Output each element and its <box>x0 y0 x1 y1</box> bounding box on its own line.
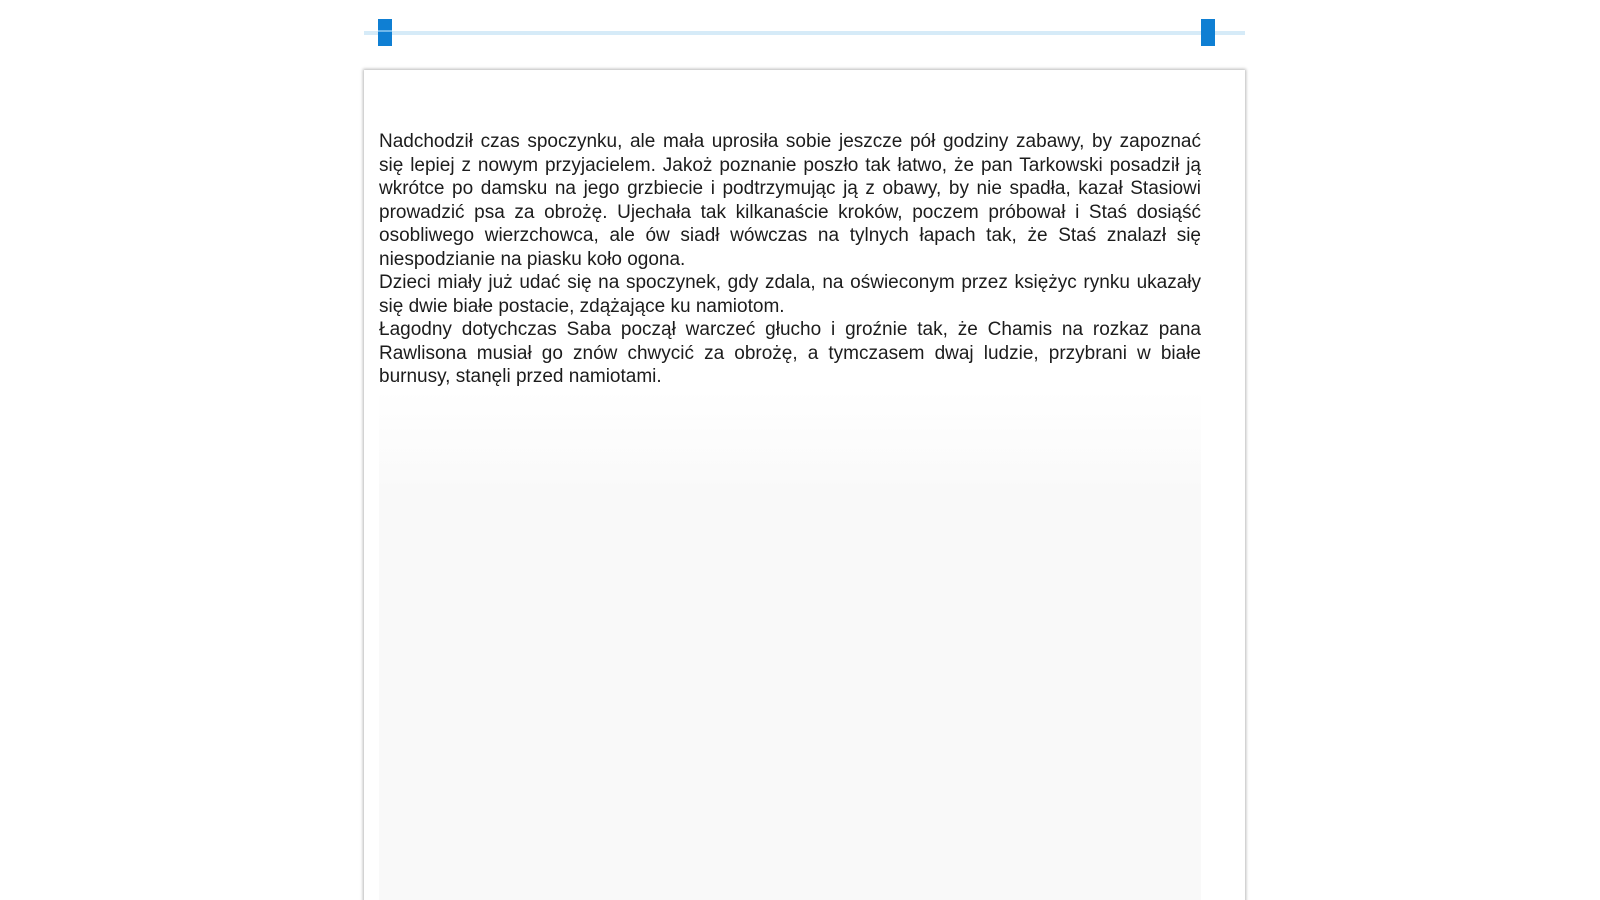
handle-grip-icon <box>378 30 392 32</box>
paragraph-3[interactable]: Łagodny dotychczas Saba począł warczeć głucho i groźnie tak, że Chamis na rozkaz pana Rawlisona musiał go znów chwycić za obrożę, a tymczasem dwaj ludzie, przybrani w białe burnusy, stanęli przed namiotami. <box>379 319 1201 387</box>
left-margin-handle[interactable] <box>378 19 392 46</box>
document-page <box>364 70 1245 900</box>
right-margin-handle[interactable] <box>1201 19 1215 46</box>
paragraph-1[interactable]: Nadchodził czas spoczynku, ale mała uprosiła sobie jeszcze pół godziny zabawy, by zapoznać się lepiej z nowym przyjacielem. Jakoż poznanie poszło tak łatwo, że pan Tarkowski posadził ją wkrótce po damsku na jego grzbiecie i podtrzymując ją z obawy, by nie spadła, kazał Stasiowi prowadzić psa za obrożę. Ujechała tak kilkanaście kroków, poczem próbował i Staś dosiąść osobliwego wierzchowca, ale ów siadł wówczas na tylnych łapach tak, że Staś znalazł się niespodzianie na piasku koło ogona. <box>379 131 1201 270</box>
horizontal-ruler[interactable] <box>364 31 1245 35</box>
paragraph-2[interactable]: Dzieci miały już udać się na spoczynek, gdy zdala, na oświeconym przez księżyc rynku ukazały się dwie białe postacie, zdążające ku namiotom. <box>379 272 1201 317</box>
text-editing-area[interactable] <box>379 70 1201 900</box>
document-body[interactable] <box>379 130 1201 389</box>
